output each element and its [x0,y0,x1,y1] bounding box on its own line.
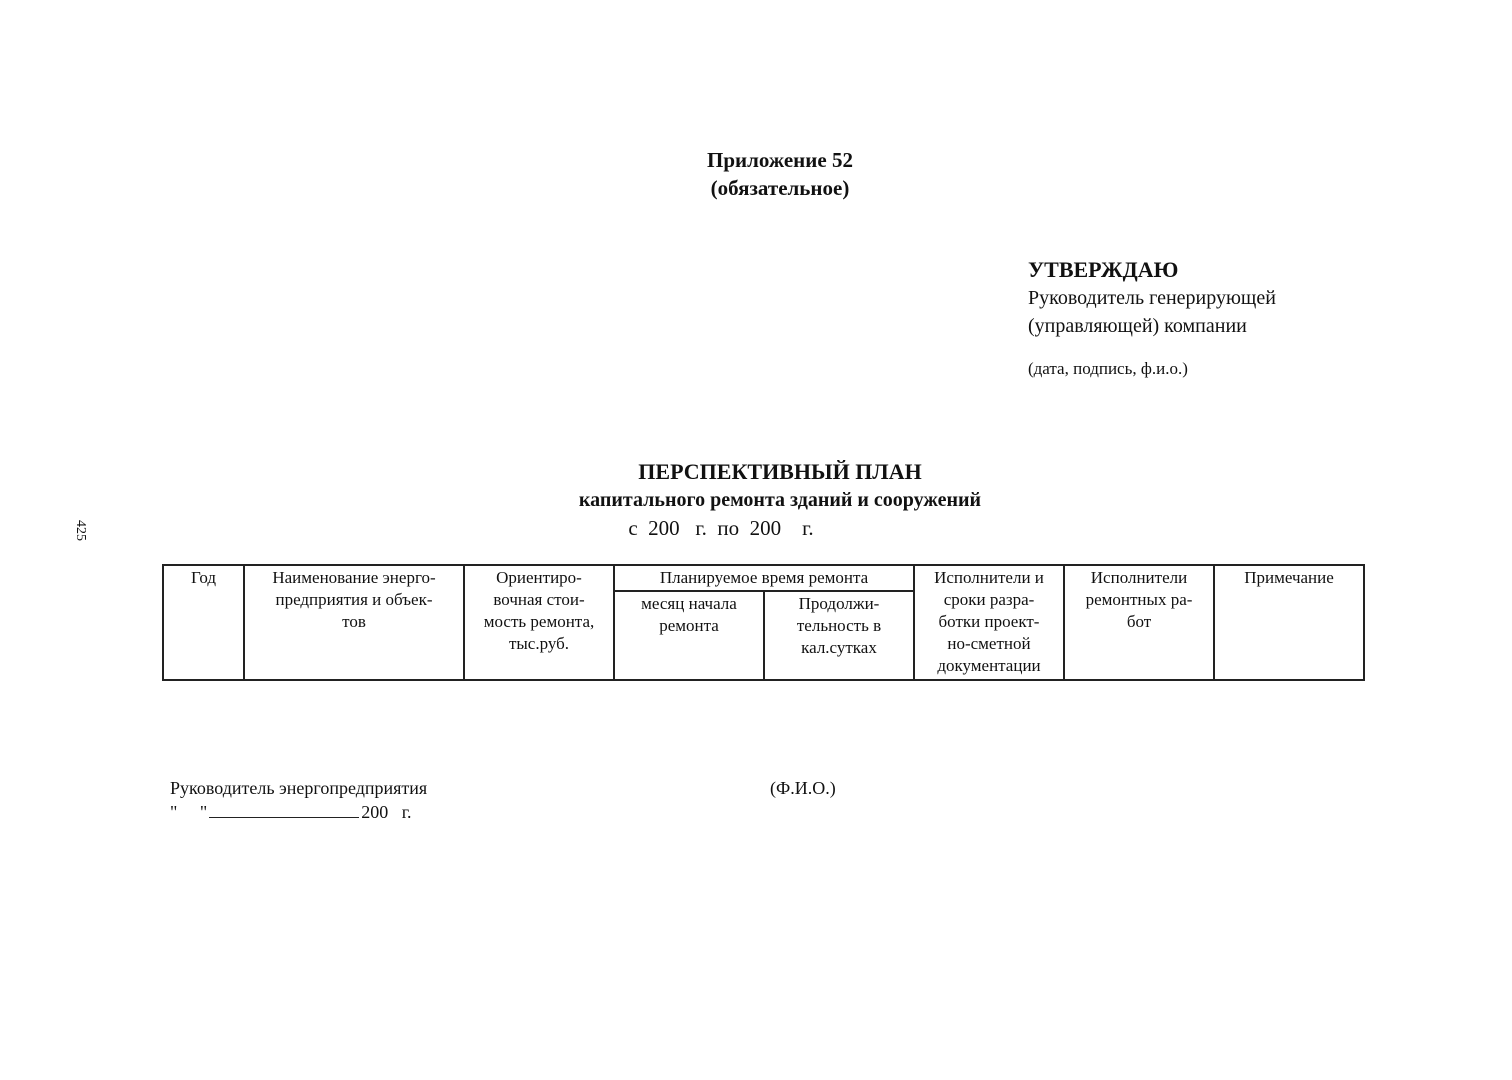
approval-heading: УТВЕРЖДАЮ [1028,257,1179,282]
header-year: Год [163,565,244,680]
footer-date-suffix: 200 г. [361,802,412,822]
footer-date-prefix: " " [170,802,208,822]
page-number: 425 [73,520,88,541]
plan-period: с 200 г. по 200 г. [628,516,814,540]
approval-signature-hint: (дата, подпись, ф.и.о.) [1028,359,1188,378]
header-design-executors: Исполнители и сроки разра- ботки проект- но-сметной документации [914,565,1064,680]
appendix-title: Приложение 52 [707,148,853,172]
footer-fio: (Ф.И.О.) [770,778,836,798]
footer-signature-block [170,776,427,824]
appendix-note: (обязательное) [710,176,850,200]
plan-title-block [420,458,1140,542]
header-cost: Ориентиро- вочная стои- мость ремонта, тыс.руб. [464,565,614,680]
table-header-row [163,565,1364,591]
approval-position-line-1: Руководитель генерирующей [1028,287,1276,309]
approval-block [1028,256,1408,380]
header-duration: Продолжи- тельность в кал.сутках [764,591,914,680]
plan-subtitle: капитального ремонта зданий и сооружений [578,489,982,511]
plan-title: ПЕРСПЕКТИВНЫЙ ПЛАН [638,459,922,484]
footer-date-underline [209,801,359,818]
header-planned-time: Планируемое время ремонта [614,565,914,591]
footer-head-label: Руководитель энергопредприятия [170,778,428,798]
header-repair-executors: Исполнители ремонтных ра- бот [1064,565,1214,680]
appendix-header [600,146,960,202]
plan-table [162,564,1365,681]
header-enterprise: Наименование энерго- предприятия и объек- тов [244,565,464,680]
footer-date-line [170,800,427,824]
approval-position-line-2: (управляющей) компании [1028,315,1247,337]
header-notes: Примечание [1214,565,1364,680]
header-start-month: месяц начала ремонта [614,591,764,680]
